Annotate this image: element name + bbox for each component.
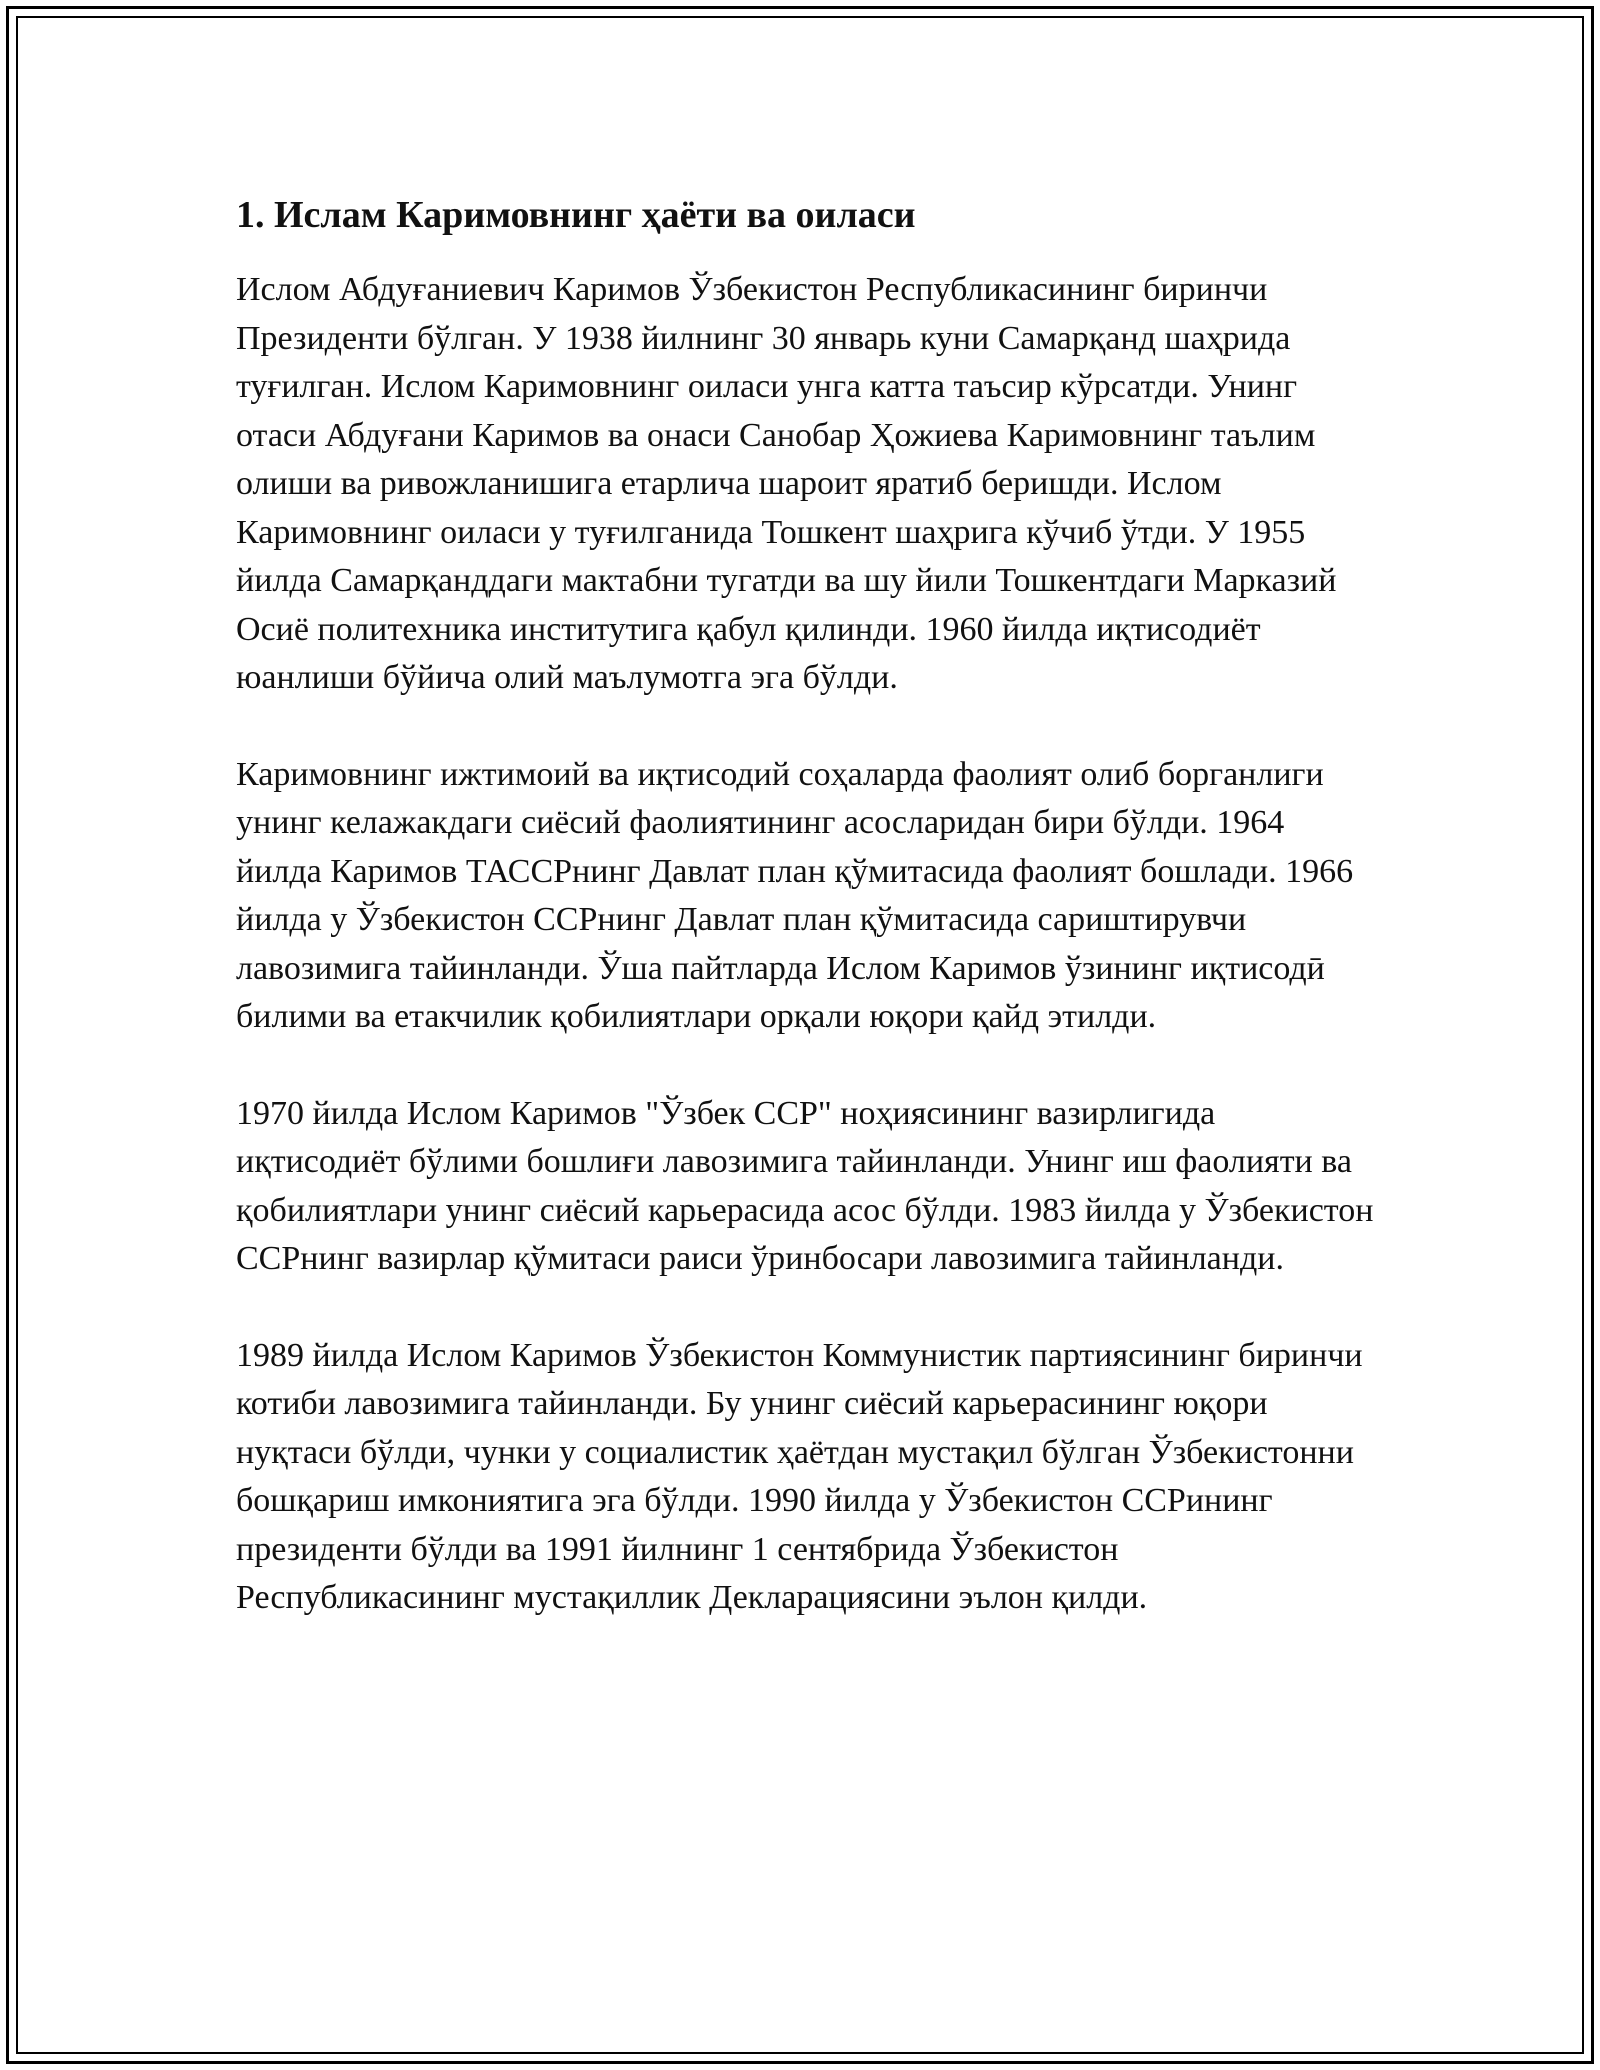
paragraph-3: 1970 йилда Ислом Каримов "Ўзбек ССР" ноҳиясининг вазирлигида иқтисодиёт бўлими бошлиғи лавозимига тайинланди. Унинг иш фаолияти ва қобилиятлари унинг сиёсий карьерасида асос бўлди. 1983 йилда у Ўзбекистон ССРнинг вазирлар қўмитаси раиси ўринбосари лавозимига тайинланди. (236, 1094, 1374, 1277)
paragraph-1: Ислом Абдуғаниевич Каримов Ўзбекистон Республикасининг биринчи Президенти бўлган. У 1938 йилнинг 30 январь куни Самарқанд шаҳрида туғилган. Ислом Каримовнинг оиласи унга катта таъсир кўрсатди. Унинг отаси Абдуғани Каримов ва онаси Санобар Ҳожиева Каримовнинг таълим олиши ва ривожланишига етарлича шароит яратиб беришди. Ислом Каримовнинг оиласи у туғилганида Тошкент шаҳрига кўчиб ўтди. У 1955 йилда Самарқанддаги мактабни тугатди ва шу йили Тошкентдаги Марказий Осиё политехника институтига қабул қилинди. 1960 йилда иқтисодиёт юанлиши бўйича олий маълумотга эга бўлди. (236, 271, 1337, 696)
paragraph-2: Каримовнинг ижтимоий ва иқтисодий соҳаларда фаолият олиб борганлиги унинг келажакдаги сиёсий фаолиятининг асосларидан бири бўлди. 1964 йилда Каримов ТАССРнинг Давлат план қўмитасида фаолият бошлади. 1966 йилда у Ўзбекистон ССРнинг Давлат план қўмитасида сариштирувчи лавозимига тайинланди. Ўша пайтларда Ислом Каримов ўзининг иқтисодӣ билими ва етакчилик қобилиятлари орқали юқори қайд этилди. (236, 755, 1354, 1035)
section-heading: 1. Ислам Каримовнинг ҳаёти ва оиласи (236, 194, 916, 236)
paragraph-4: 1989 йилда Ислом Каримов Ўзбекистон Коммунистик партиясининг биринчи котиби лавозимига тайинланди. Бу унинг сиёсий карьерасининг юқори нуқтаси бўлди, чунки у социалистик ҳаётдан мустақил бўлган Ўзбекистонни бошқариш имкониятига эга бўлди. 1990 йилда у Ўзбекистон ССРининг президенти бўлди ва 1991 йилнинг 1 сентябрида Ўзбекистон Республикасининг мустақиллик Декларациясини эълон қилди. (236, 1336, 1363, 1616)
document-body (236, 186, 1376, 1671)
